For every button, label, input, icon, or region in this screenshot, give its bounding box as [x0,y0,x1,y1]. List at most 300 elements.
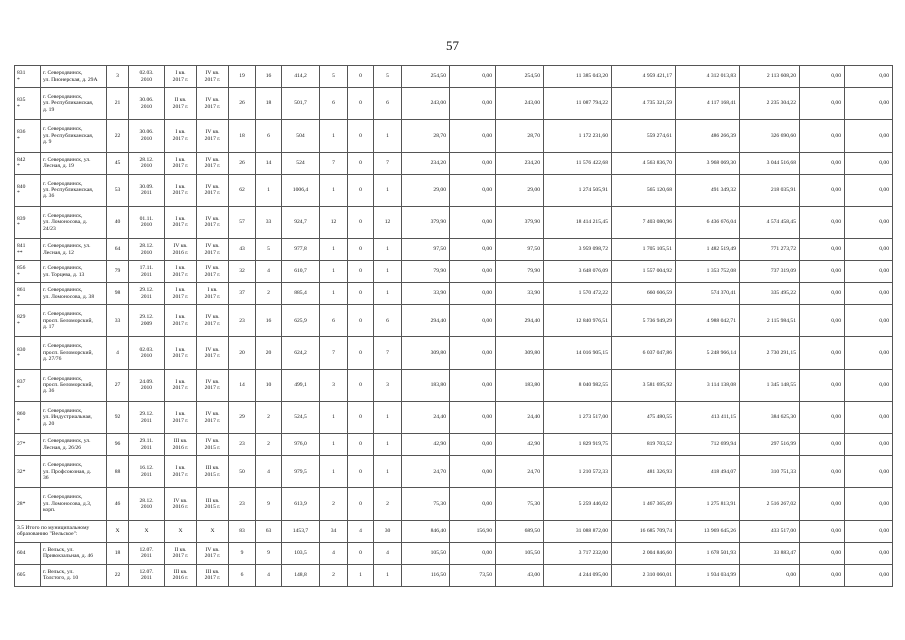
fund-share: 2 004 846,60 [612,542,676,564]
area-total: 33,90 [402,283,450,305]
regional-share: 413 411,15 [676,401,740,433]
regional-share: 13 969 645,26 [676,520,740,542]
regional-share: 3 968 069,30 [676,152,740,174]
regional-share: 3 114 138,08 [676,369,740,401]
cost-total: 5 259 446,02 [544,488,612,520]
rooms-total: 1 [320,401,348,433]
rooms-private: 3 [374,369,402,401]
residents-count: 83 [229,520,256,542]
row-number: 32* [15,456,41,488]
resettled-residents: 14 [256,152,282,174]
extra-share: 0,00 [800,174,845,206]
rooms-municipal: 0 [348,305,374,337]
regional-share: 712 699,94 [676,434,740,456]
area-municipal: 0,00 [450,283,496,305]
area-municipal: 73,50 [450,564,496,586]
total-area: 976,0 [282,434,320,456]
rooms-total: 2 [320,564,348,586]
area-private: 243,00 [496,88,544,120]
rooms-municipal: 0 [348,206,374,238]
other-share: 0,00 [845,152,893,174]
regional-share: 1 482 519,49 [676,239,740,261]
area-total: 79,90 [402,261,450,283]
start-quarter: II кв. 2017 г. [165,88,197,120]
rooms-private: 1 [374,564,402,586]
area-private: 254,50 [496,66,544,88]
list-number: 46 [107,488,129,520]
resettled-residents: 4 [256,456,282,488]
address: г. Вельск, ул. Толстого, д. 10 [41,564,107,586]
area-private: 24,70 [496,456,544,488]
other-share: 0,00 [845,434,893,456]
recognition-date: 02.03. 2010 [129,337,165,369]
residents-count: 20 [229,337,256,369]
cost-total: 1 210 572,33 [544,456,612,488]
cost-total: 11 576 422,68 [544,152,612,174]
resettled-residents: 4 [256,564,282,586]
rooms-private: 1 [374,401,402,433]
address: г. Северодвинск, ул. Республиканская, д. 9 [41,120,107,152]
other-share: 0,00 [845,174,893,206]
area-private: 29,00 [496,174,544,206]
rooms-total: 1 [320,456,348,488]
rooms-municipal: 1 [348,564,374,586]
rooms-municipal: 0 [348,283,374,305]
local-share: 0,00 [740,564,800,586]
area-total: 75,30 [402,488,450,520]
table-body [15,66,893,587]
recognition-date: 12.07. 2011 [129,542,165,564]
area-private: 24,40 [496,401,544,433]
recognition-date: 29.12. 2011 [129,401,165,433]
end-quarter: III кв. 2015 г. [197,456,229,488]
start-quarter: I кв. 2017 г. [165,66,197,88]
start-quarter: I кв. 2017 г. [165,305,197,337]
address: г. Северодвинск, ул. Лесная, д. 19 [41,152,107,174]
total-area: 979,5 [282,456,320,488]
resettled-residents: 16 [256,66,282,88]
row-number: 842 * [15,152,41,174]
local-share: 3 044 516,68 [740,152,800,174]
residents-count: 32 [229,261,256,283]
area-private: 33,90 [496,283,544,305]
regional-share: 4 117 168,41 [676,88,740,120]
row-number: 839 * [15,206,41,238]
cost-total: 11 385 043,20 [544,66,612,88]
area-private: 234,20 [496,152,544,174]
end-quarter: IV кв. 2017 г. [197,369,229,401]
recognition-date: 16.12. 2011 [129,456,165,488]
other-share: 0,00 [845,239,893,261]
area-private: 28,70 [496,120,544,152]
table-row [15,564,893,586]
start-quarter: I кв. 2017 г. [165,206,197,238]
area-private: 42,90 [496,434,544,456]
cost-total: 14 016 905,15 [544,337,612,369]
rooms-municipal: 0 [348,369,374,401]
area-municipal: 156,90 [450,520,496,542]
rooms-total: 6 [320,305,348,337]
rooms-municipal: 0 [348,337,374,369]
regional-share: 1 275 813,91 [676,488,740,520]
cost-total: 1 570 472,22 [544,283,612,305]
table-row [15,206,893,238]
end-quarter: I кв. 2017 г. [197,283,229,305]
residents-count: 14 [229,369,256,401]
list-number: 27 [107,369,129,401]
list-number: 40 [107,206,129,238]
start-quarter: II кв. 2017 г. [165,542,197,564]
rooms-total: 34 [320,520,348,542]
list-number: 21 [107,88,129,120]
extra-share: 0,00 [800,239,845,261]
recognition-date: 17.11. 2011 [129,261,165,283]
extra-share: 0,00 [800,152,845,174]
area-private: 379,90 [496,206,544,238]
area-municipal: 0,00 [450,120,496,152]
residents-count: 18 [229,120,256,152]
extra-share: 0,00 [800,564,845,586]
recognition-date: 01.11. 2010 [129,206,165,238]
rooms-total: 3 [320,369,348,401]
rooms-private: 5 [374,66,402,88]
end-quarter: IV кв. 2017 г. [197,401,229,433]
resettled-residents: 6 [256,120,282,152]
residents-count: 26 [229,152,256,174]
total-area: 885,4 [282,283,320,305]
fund-share: 819 703,52 [612,434,676,456]
rooms-private: 1 [374,174,402,206]
recognition-date: 12.07. 2011 [129,564,165,586]
list-number: 4 [107,337,129,369]
regional-share: 1 934 034,99 [676,564,740,586]
regional-share: 4 988 042,71 [676,305,740,337]
area-total: 24,40 [402,401,450,433]
rooms-municipal: 0 [348,152,374,174]
resettled-residents: 1 [256,174,282,206]
area-total: 28,70 [402,120,450,152]
row-number: 840 * [15,174,41,206]
list-number: 22 [107,120,129,152]
other-share: 0,00 [845,369,893,401]
residents-count: 23 [229,434,256,456]
area-total: 243,00 [402,88,450,120]
regional-share: 574 370,41 [676,283,740,305]
recognition-date: 24.09. 2010 [129,369,165,401]
total-area: 924,7 [282,206,320,238]
rooms-municipal: 0 [348,401,374,433]
residents-count: 29 [229,401,256,433]
start-quarter: I кв. 2017 г. [165,401,197,433]
fund-share: 4 563 836,70 [612,152,676,174]
area-total: 116,50 [402,564,450,586]
extra-share: 0,00 [800,283,845,305]
rooms-municipal: 0 [348,434,374,456]
address: г. Северодвинск, ул. Лесная, д. 12 [41,239,107,261]
recognition-date: 30.09. 2011 [129,174,165,206]
table-row [15,305,893,337]
area-private: 97,50 [496,239,544,261]
extra-share: 0,00 [800,206,845,238]
recognition-date: 28.12. 2010 [129,152,165,174]
area-private: 43,00 [496,564,544,586]
resettled-residents: 33 [256,206,282,238]
list-number: 53 [107,174,129,206]
rooms-private: 1 [374,434,402,456]
rooms-total: 1 [320,261,348,283]
total-area: 624,2 [282,337,320,369]
table-row [15,488,893,520]
extra-share: 0,00 [800,120,845,152]
local-share: 297 516,99 [740,434,800,456]
start-quarter: III кв. 2016 г. [165,434,197,456]
other-share: 0,00 [845,261,893,283]
rooms-municipal: 0 [348,120,374,152]
resettled-residents: 9 [256,488,282,520]
total-area: 103,5 [282,542,320,564]
row-number: 604 [15,542,41,564]
start-quarter: X [165,520,197,542]
area-municipal: 0,00 [450,239,496,261]
area-total: 105,50 [402,542,450,564]
rooms-private: 1 [374,456,402,488]
rooms-private: 12 [374,206,402,238]
table-row [15,152,893,174]
row-number: 831 * [15,66,41,88]
start-quarter: IV кв. 2016 г. [165,488,197,520]
area-municipal: 0,00 [450,434,496,456]
end-quarter: IV кв. 2017 г. [197,120,229,152]
total-area: 524,5 [282,401,320,433]
list-number: 3 [107,66,129,88]
list-number: 96 [107,434,129,456]
table-row [15,434,893,456]
area-municipal: 0,00 [450,337,496,369]
recognition-date: 02.03. 2010 [129,66,165,88]
address: г. Вельск, ул. Привокзальная, д. 46 [41,542,107,564]
residents-count: 23 [229,305,256,337]
cost-total: 1 172 231,60 [544,120,612,152]
total-area: 501,7 [282,88,320,120]
start-quarter: I кв. 2017 г. [165,456,197,488]
address: г. Северодвинск, ул. Республиканская, д. 19 [41,88,107,120]
table-row [15,337,893,369]
residents-count: 37 [229,283,256,305]
address: г. Северодвинск, ул. Республиканская, д. 36 [41,174,107,206]
rooms-total: 1 [320,120,348,152]
rooms-total: 7 [320,337,348,369]
housing-registry-table [14,65,893,587]
rooms-private: 6 [374,88,402,120]
residents-count: 43 [229,239,256,261]
row-number: 860 * [15,401,41,433]
start-quarter: I кв. 2017 г. [165,283,197,305]
other-share: 0,00 [845,283,893,305]
regional-share: 1 353 752,08 [676,261,740,283]
fund-share: 1 467 365,09 [612,488,676,520]
local-share: 2 730 291,15 [740,337,800,369]
rooms-private: 30 [374,520,402,542]
rooms-municipal: 4 [348,520,374,542]
area-total: 97,50 [402,239,450,261]
end-quarter: III кв. 2015 г. [197,488,229,520]
fund-share: 7 403 080,96 [612,206,676,238]
local-share: 771 273,72 [740,239,800,261]
rooms-total: 1 [320,434,348,456]
address: г. Северодвинск, ул. Ломоносова, д. 38 [41,283,107,305]
rooms-private: 2 [374,488,402,520]
total-area: 1006,4 [282,174,320,206]
rooms-private: 1 [374,261,402,283]
extra-share: 0,00 [800,542,845,564]
area-total: 846,40 [402,520,450,542]
cost-total: 11 087 794,22 [544,88,612,120]
cost-total: 1 829 919,75 [544,434,612,456]
rooms-municipal: 0 [348,456,374,488]
total-area: 414,2 [282,66,320,88]
resettled-residents: 9 [256,542,282,564]
subtotal-row [15,520,893,542]
rooms-total: 6 [320,88,348,120]
end-quarter: IV кв. 2017 г. [197,239,229,261]
rooms-total: 1 [320,174,348,206]
resettled-residents: 18 [256,88,282,120]
residents-count: 57 [229,206,256,238]
area-private: 309,80 [496,337,544,369]
start-quarter: III кв. 2016 г. [165,564,197,586]
end-quarter: IV кв. 2017 г. [197,66,229,88]
regional-share: 491 349,32 [676,174,740,206]
row-number: 836 * [15,120,41,152]
area-total: 24,70 [402,456,450,488]
other-share: 0,00 [845,206,893,238]
area-municipal: 0,00 [450,401,496,433]
residents-count: 9 [229,542,256,564]
extra-share: 0,00 [800,66,845,88]
start-quarter: I кв. 2017 г. [165,152,197,174]
end-quarter: IV кв. 2017 г. [197,152,229,174]
extra-share: 0,00 [800,520,845,542]
fund-share: 3 581 695,92 [612,369,676,401]
area-municipal: 0,00 [450,152,496,174]
rooms-municipal: 0 [348,261,374,283]
local-share: 218 035,91 [740,174,800,206]
recognition-date: 30.06. 2010 [129,120,165,152]
resettled-residents: 16 [256,305,282,337]
recognition-date: 29.11. 2011 [129,434,165,456]
address: г. Северодвинск, просп. Беломорский, д. 36 [41,369,107,401]
address: г. Северодвинск, ул. Ломоносова, д. 24/23 [41,206,107,238]
other-share: 0,00 [845,88,893,120]
fund-share: 660 606,59 [612,283,676,305]
recognition-date: 30.06. 2010 [129,88,165,120]
extra-share: 0,00 [800,261,845,283]
regional-share: 1 678 501,93 [676,542,740,564]
area-total: 294,40 [402,305,450,337]
table-row [15,261,893,283]
fund-share: 4 735 321,59 [612,88,676,120]
regional-share: 5 248 966,14 [676,337,740,369]
regional-share: 4 312 013,83 [676,66,740,88]
extra-share: 0,00 [800,337,845,369]
start-quarter: I кв. 2017 г. [165,369,197,401]
row-number: 27* [15,434,41,456]
table-row [15,542,893,564]
regional-share: 6 436 676,04 [676,206,740,238]
rooms-private: 1 [374,120,402,152]
row-number: 605 [15,564,41,586]
resettled-residents: 2 [256,283,282,305]
area-private: 294,40 [496,305,544,337]
resettled-residents: 5 [256,239,282,261]
resettled-residents: 2 [256,434,282,456]
area-municipal: 0,00 [450,488,496,520]
fund-share: 2 310 060,01 [612,564,676,586]
start-quarter: I кв. 2017 г. [165,120,197,152]
cost-total: 8 040 982,55 [544,369,612,401]
local-share: 2 113 608,20 [740,66,800,88]
area-municipal: 0,00 [450,206,496,238]
total-area: 977,8 [282,239,320,261]
area-private: 75,30 [496,488,544,520]
cost-total: 1 273 517,00 [544,401,612,433]
resettled-residents: 63 [256,520,282,542]
fund-share: 5 736 949,29 [612,305,676,337]
local-share: 737 319,09 [740,261,800,283]
regional-share: 418 494,07 [676,456,740,488]
end-quarter: IV кв. 2017 г. [197,174,229,206]
local-share: 2 516 267,02 [740,488,800,520]
local-share: 2 115 984,51 [740,305,800,337]
rooms-private: 1 [374,239,402,261]
list-number: X [107,520,129,542]
address: г. Северодвинск, ул. Торцева, д. 13 [41,261,107,283]
total-area: 610,7 [282,261,320,283]
other-share: 0,00 [845,488,893,520]
extra-share: 0,00 [800,88,845,120]
end-quarter: IV кв. 2017 г. [197,88,229,120]
extra-share: 0,00 [800,369,845,401]
local-share: 433 517,00 [740,520,800,542]
cost-total: 3 648 076,09 [544,261,612,283]
table-row [15,456,893,488]
area-municipal: 0,00 [450,66,496,88]
list-number: 33 [107,305,129,337]
rooms-total: 12 [320,206,348,238]
other-share: 0,00 [845,337,893,369]
extra-share: 0,00 [800,401,845,433]
area-municipal: 0,00 [450,456,496,488]
local-share: 1 345 148,55 [740,369,800,401]
extra-share: 0,00 [800,456,845,488]
recognition-date: 29.12. 2011 [129,283,165,305]
local-share: 335 495,22 [740,283,800,305]
table-row [15,283,893,305]
total-area: 1453,7 [282,520,320,542]
residents-count: 23 [229,488,256,520]
total-area: 613,9 [282,488,320,520]
end-quarter: IV кв. 2017 г. [197,261,229,283]
other-share: 0,00 [845,456,893,488]
page-number: 57 [446,38,459,53]
fund-share: 1 557 004,92 [612,261,676,283]
address: г. Северодвинск, ул. Индустриальная, д. 20 [41,401,107,433]
row-number: 28* [15,488,41,520]
area-private: 105,50 [496,542,544,564]
address: г. Северодвинск, ул. Профсоюзная, д. 36 [41,456,107,488]
end-quarter: IV кв. 2017 г. [197,542,229,564]
table-row [15,174,893,206]
